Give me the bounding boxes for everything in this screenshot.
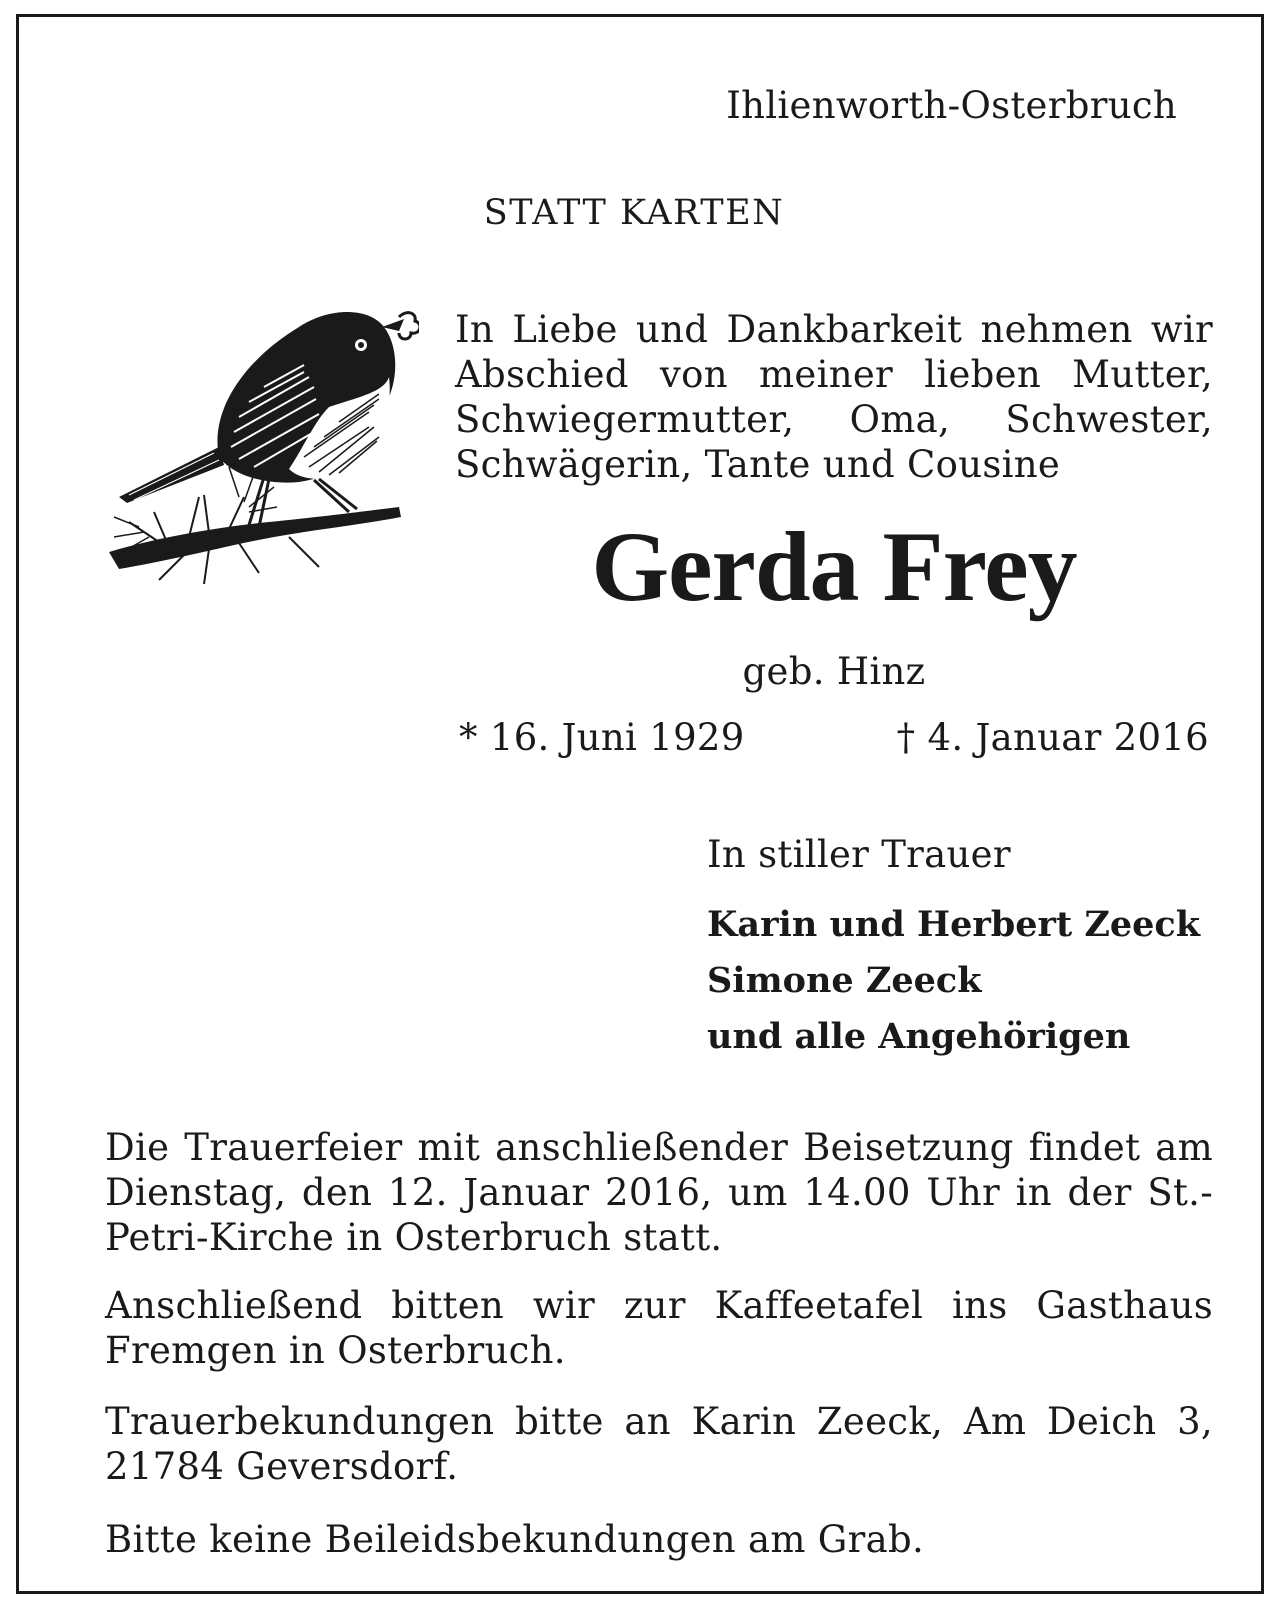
mourning-heading: In stiller Trauer — [707, 833, 1011, 876]
mourner-name: Karin und Herbert Zeeck — [707, 904, 1200, 945]
death-date: † 4. Januar 2016 — [896, 716, 1209, 759]
obituary-frame — [16, 14, 1264, 1594]
life-dates — [459, 715, 1209, 760]
birth-date: * 16. Juni 1929 — [459, 716, 745, 759]
condolence-address: Trauerbekundungen bitte an Karin Zeeck, Am Deich 3, 21784 Geversdorf. — [105, 1400, 1213, 1488]
mourner-list — [707, 897, 1200, 1065]
mourner-name: Simone Zeeck — [707, 960, 982, 1001]
maiden-name: geb. Hinz — [742, 650, 926, 693]
no-condolences-note: Bitte keine Beileidsbekundungen am Grab. — [105, 1518, 925, 1561]
coffee-info: Anschließend bitten wir zur Kaffeetafel ins Gasthaus Fremgen in Osterbruch. — [105, 1284, 1213, 1372]
robin-bird-icon — [99, 297, 419, 607]
funeral-info: Die Trauerfeier mit anschließender Beisetzung findet am Dienstag, den 12. Januar 2016, um 14.00 Uhr in der St.-Petri-Kirche in Osterbruch statt. — [105, 1126, 1213, 1259]
intro-text: In Liebe und Dankbarkeit nehmen wir Abschied von meiner lieben Mutter, Schwiegermutter, Oma, Schwester, Schwägerin, Tante und Cousine — [455, 308, 1213, 486]
statt-karten: STATT KARTEN — [483, 193, 785, 233]
mourner-name: und alle Angehörigen — [707, 1016, 1131, 1057]
location: Ihlienworth-Osterbruch — [726, 84, 1177, 127]
deceased-name: Gerda Frey — [591, 511, 1077, 622]
